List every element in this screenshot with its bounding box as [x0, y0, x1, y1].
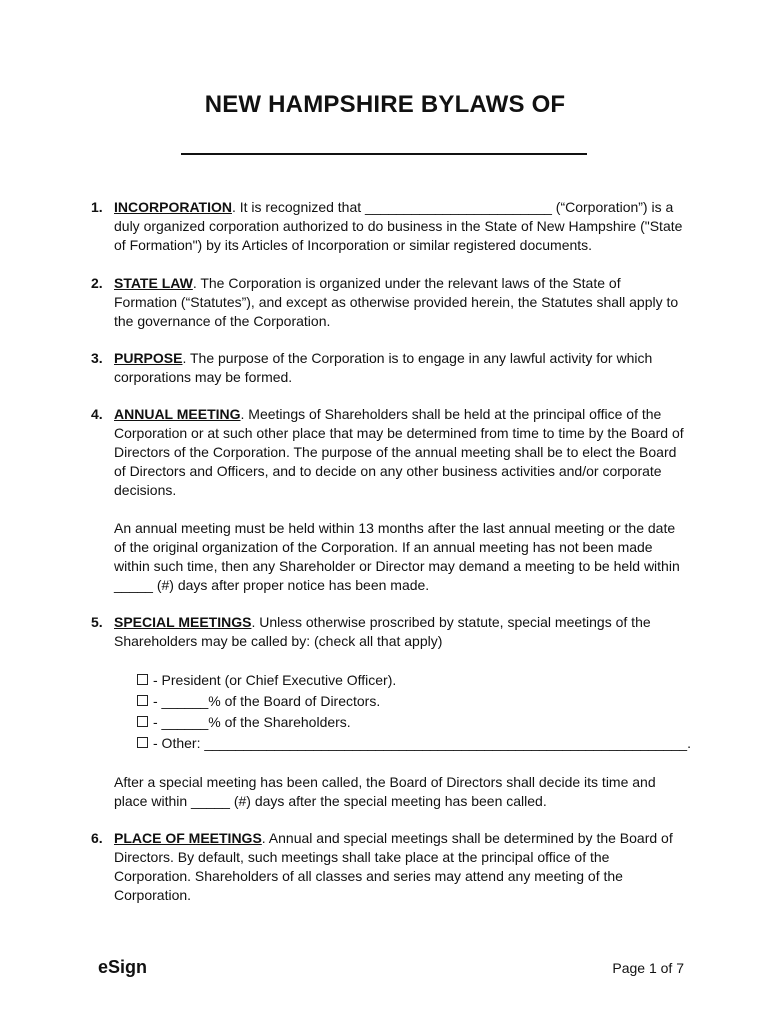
option-board — [137, 691, 684, 712]
section-purpose — [91, 349, 691, 387]
option-label: - ______% of the Shareholders. — [153, 714, 351, 730]
option-label: - President (or Chief Executive Officer). — [153, 672, 397, 688]
document-title: NEW HAMPSHIRE BYLAWS OF — [204, 91, 566, 118]
page-number: Page 1 of 7 — [612, 960, 684, 976]
section-paragraph: After a special meeting has been called, the Board of Directors shall decide its time and place within _____ (#) days after the special meeting has been called. — [114, 774, 656, 809]
section-paragraph — [114, 274, 684, 331]
section-paragraph — [114, 198, 684, 255]
option-president — [137, 670, 684, 691]
section-text: . It is recognized that ________________________ (“Corporation”) is a duly organized corporation authorized to do business in the State of New Hampshire ("State of Formation") by its Articles of Incorporation or similar registered documents. — [114, 199, 683, 253]
checkbox[interactable] — [137, 716, 148, 727]
section-heading: SPECIAL MEETINGS — [114, 614, 252, 630]
title-blank-line — [181, 153, 587, 155]
section-paragraph — [114, 613, 684, 651]
section-number: 4. — [91, 406, 103, 422]
section-heading: PURPOSE — [114, 350, 183, 366]
section-heading: INCORPORATION — [114, 199, 232, 215]
section-text: . Meetings of Shareholders shall be held at the principal office of the Corporation or at such other place that may be determined from time to time by the Board of Directors of the Corporation. The purpose of the annual meeting shall be to elect the Board of Directors and Officers, and to decide on any other business activities and/or corporate decisions. — [114, 406, 684, 498]
esign-logo: eSign — [98, 957, 148, 977]
section-number: 2. — [91, 275, 103, 291]
section-special-meetings — [91, 613, 691, 811]
option-label: - ______% of the Board of Directors. — [153, 693, 381, 709]
checkbox[interactable] — [137, 674, 148, 685]
section-incorporation — [91, 198, 691, 255]
section-text: . The Corporation is organized under the relevant laws of the State of Formation (“Statutes”), and except as otherwise provided herein, the Statutes shall apply to the governance of the Corporation. — [114, 275, 679, 329]
section-heading: STATE LAW — [114, 275, 193, 291]
section-paragraph — [114, 349, 684, 387]
option-label: - Other: ______________________________________________________________. — [153, 735, 691, 751]
section-heading: ANNUAL MEETING — [114, 406, 241, 422]
section-number: 6. — [91, 830, 103, 846]
section-text: . Unless otherwise proscribed by statute, special meetings of the Shareholders may be called by: (check all that apply) — [114, 614, 651, 649]
section-place-of-meetings — [91, 829, 691, 905]
option-other — [137, 733, 691, 754]
special-meeting-options — [137, 670, 691, 754]
section-paragraph — [114, 829, 684, 905]
option-shareholders — [137, 712, 684, 733]
section-state-law — [91, 274, 691, 331]
checkbox[interactable] — [137, 695, 148, 706]
section-number: 1. — [91, 199, 103, 215]
section-annual-meeting — [91, 405, 691, 595]
section-paragraph — [114, 405, 684, 500]
section-text: . The purpose of the Corporation is to engage in any lawful activity for which corporations may be formed. — [114, 350, 653, 385]
checkbox[interactable] — [137, 737, 148, 748]
section-heading: PLACE OF MEETINGS — [114, 830, 262, 846]
section-number: 3. — [91, 350, 103, 366]
section-paragraph: An annual meeting must be held within 13 months after the last annual meeting or the date of the original organization of the Corporation. If an annual meeting has not been made within such time, then any Shareholder or Director may demand a meeting to be held within _____ (#) days after proper notice has been made. — [114, 520, 680, 593]
section-text: . Annual and special meetings shall be determined by the Board of Directors. By default, such meetings shall take place at the principal office of the Corporation. Shareholders of all classes and series may attend any meeting of the Corporation. — [114, 830, 673, 903]
section-number: 5. — [91, 614, 103, 630]
